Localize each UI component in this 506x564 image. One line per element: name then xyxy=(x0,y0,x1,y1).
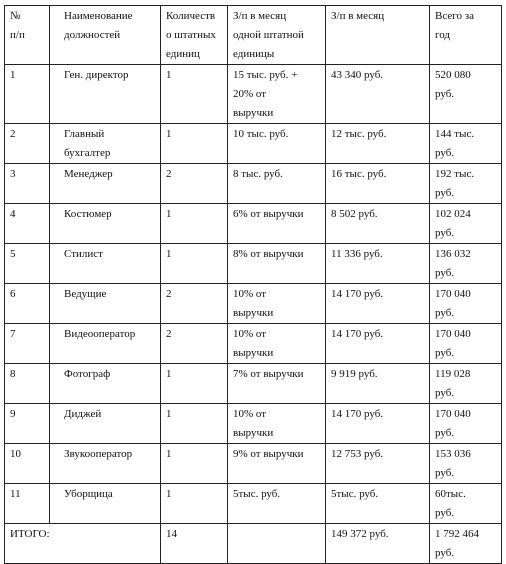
row-number-cell: 4 xyxy=(5,204,50,244)
position-name-cell: Звукооператор xyxy=(50,444,161,484)
header-cell-number: № п/п xyxy=(5,6,50,65)
salary-per-unit-cell: 15 тыс. руб. + 20% от выручки xyxy=(228,65,326,124)
row-number-cell: 7 xyxy=(5,324,50,364)
total-year-cell: 153 036 руб. xyxy=(430,444,502,484)
total-year-cell: 520 080 руб. xyxy=(430,65,502,124)
position-name-cell: Уборщица xyxy=(50,484,161,524)
salary-per-unit-cell: 10 тыс. руб. xyxy=(228,124,326,164)
salary-month-cell: 9 919 руб. xyxy=(326,364,430,404)
position-name-cell: Костюмер xyxy=(50,204,161,244)
salary-month-cell: 14 170 руб. xyxy=(326,324,430,364)
salary-month-cell: 14 170 руб. xyxy=(326,404,430,444)
unit-count-cell: 1 xyxy=(161,65,228,124)
unit-count-cell: 2 xyxy=(161,164,228,204)
total-year-cell: 192 тыс. руб. xyxy=(430,164,502,204)
total-year-cell: 170 040 руб. xyxy=(430,284,502,324)
salary-month-cell: 43 340 руб. xyxy=(326,65,430,124)
unit-count-cell: 2 xyxy=(161,324,228,364)
total-year-cell: 170 040 руб. xyxy=(430,324,502,364)
header-row xyxy=(5,6,502,65)
staff-salary-table xyxy=(4,5,502,564)
row-number-cell: 11 xyxy=(5,484,50,524)
salary-month-cell: 5тыс. руб. xyxy=(326,484,430,524)
total-label-cell: ИТОГО: xyxy=(5,524,161,564)
position-name-cell: Менеджер xyxy=(50,164,161,204)
table-row xyxy=(5,65,502,124)
table-row xyxy=(5,204,502,244)
salary-per-unit-cell: 8 тыс. руб. xyxy=(228,164,326,204)
salary-per-unit-cell: 10% от выручки xyxy=(228,404,326,444)
unit-count-cell: 1 xyxy=(161,244,228,284)
row-number-cell: 9 xyxy=(5,404,50,444)
salary-month-cell: 16 тыс. руб. xyxy=(326,164,430,204)
position-name-cell: Стилист xyxy=(50,244,161,284)
total-year-cell: 136 032 руб. xyxy=(430,244,502,284)
total-salary-year-cell: 1 792 464 руб. xyxy=(430,524,502,564)
unit-count-cell: 1 xyxy=(161,404,228,444)
total-row xyxy=(5,524,502,564)
row-number-cell: 6 xyxy=(5,284,50,324)
total-salary-month-cell: 149 372 руб. xyxy=(326,524,430,564)
total-year-cell: 144 тыс. руб. xyxy=(430,124,502,164)
total-year-cell: 119 028 руб. xyxy=(430,364,502,404)
salary-per-unit-cell: 6% от выручки xyxy=(228,204,326,244)
unit-count-cell: 1 xyxy=(161,124,228,164)
total-year-cell: 170 040 руб. xyxy=(430,404,502,444)
table-row xyxy=(5,164,502,204)
row-number-cell: 1 xyxy=(5,65,50,124)
table-row xyxy=(5,404,502,444)
salary-per-unit-cell: 10% от выручки xyxy=(228,284,326,324)
row-number-cell: 10 xyxy=(5,444,50,484)
salary-month-cell: 12 тыс. руб. xyxy=(326,124,430,164)
salary-month-cell: 12 753 руб. xyxy=(326,444,430,484)
total-year-cell: 60тыс. руб. xyxy=(430,484,502,524)
unit-count-cell: 1 xyxy=(161,444,228,484)
row-number-cell: 5 xyxy=(5,244,50,284)
position-name-cell: Ведущие xyxy=(50,284,161,324)
unit-count-cell: 1 xyxy=(161,364,228,404)
total-year-cell: 102 024 руб. xyxy=(430,204,502,244)
unit-count-cell: 1 xyxy=(161,484,228,524)
position-name-cell: Видеооператор xyxy=(50,324,161,364)
table-row xyxy=(5,124,502,164)
salary-month-cell: 8 502 руб. xyxy=(326,204,430,244)
table-row xyxy=(5,244,502,284)
unit-count-cell: 1 xyxy=(161,204,228,244)
row-number-cell: 8 xyxy=(5,364,50,404)
row-number-cell: 2 xyxy=(5,124,50,164)
total-blank-cell xyxy=(228,524,326,564)
position-name-cell: Главный бухгалтер xyxy=(50,124,161,164)
position-name-cell: Фотограф xyxy=(50,364,161,404)
table-row xyxy=(5,324,502,364)
salary-per-unit-cell: 9% от выручки xyxy=(228,444,326,484)
header-cell-salary-month: З/п в месяц xyxy=(326,6,430,65)
header-cell-position: Наименование должностей xyxy=(50,6,161,65)
salary-per-unit-cell: 8% от выручки xyxy=(228,244,326,284)
header-cell-count: Количеств о штатных единиц xyxy=(161,6,228,65)
header-cell-total-year: Всего за год xyxy=(430,6,502,65)
salary-per-unit-cell: 5тыс. руб. xyxy=(228,484,326,524)
position-name-cell: Диджей xyxy=(50,404,161,444)
row-number-cell: 3 xyxy=(5,164,50,204)
table-row xyxy=(5,364,502,404)
table-row xyxy=(5,284,502,324)
salary-month-cell: 14 170 руб. xyxy=(326,284,430,324)
salary-month-cell: 11 336 руб. xyxy=(326,244,430,284)
position-name-cell: Ген. директор xyxy=(50,65,161,124)
total-count-cell: 14 xyxy=(161,524,228,564)
header-cell-salary-per-unit: З/п в месяц одной штатной единицы xyxy=(228,6,326,65)
table-row xyxy=(5,444,502,484)
salary-per-unit-cell: 7% от выручки xyxy=(228,364,326,404)
table-row xyxy=(5,484,502,524)
salary-per-unit-cell: 10% от выручки xyxy=(228,324,326,364)
unit-count-cell: 2 xyxy=(161,284,228,324)
